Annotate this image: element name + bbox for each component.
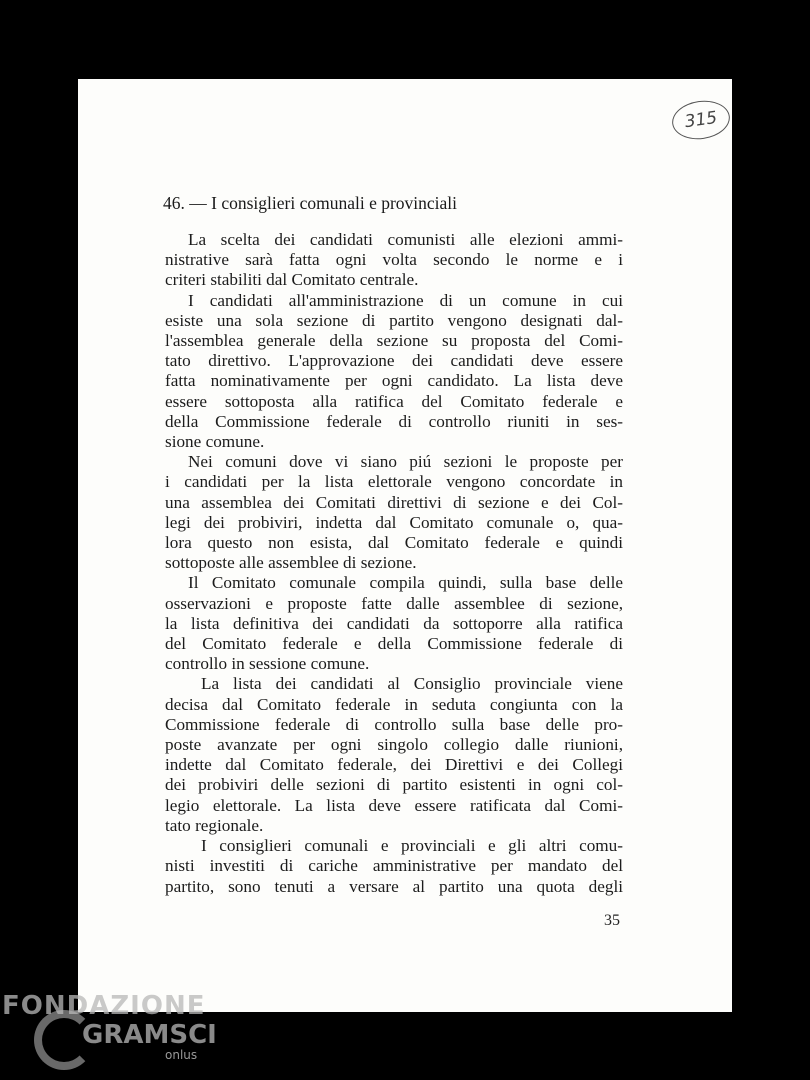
paragraph xyxy=(165,573,623,674)
text-line: Nei comuni dove vi siano piú sezioni le proposte per xyxy=(188,452,623,472)
text-line: indette dal Comitato federale, dei Direttivi e dei Collegi xyxy=(165,755,623,775)
watermark-logo xyxy=(2,988,217,1078)
paragraph xyxy=(165,674,623,836)
page-number: 35 xyxy=(604,912,620,929)
text-line: essere sottoposta alla ratifica del Comitato federale e xyxy=(165,391,623,411)
section-heading: 46. — I consiglieri comunali e provinciali xyxy=(163,193,458,213)
text-line: La scelta dei candidati comunisti alle elezioni ammi- xyxy=(188,230,623,249)
text-line: legio elettorale. La lista deve essere ratificata dal Comi- xyxy=(165,795,623,815)
text-line: poste avanzate per ogni singolo collegio dalle riunioni, xyxy=(165,735,623,755)
text-line: l'assemblea generale della sezione su proposta del Comi- xyxy=(165,331,623,351)
text-line: fatta nominativamente per ogni candidato. La lista deve xyxy=(165,371,623,391)
text-line: dei probiviri delle sezioni di partito esistenti in ogni col- xyxy=(165,775,623,795)
text-line: La lista dei candidati al Consiglio provinciale viene xyxy=(201,674,623,694)
watermark-line2: GRAMSCI xyxy=(82,1020,217,1050)
text-line: sione comune. xyxy=(165,432,265,452)
text-line: del Comitato federale e della Commissione federale di xyxy=(165,634,623,654)
text-line: I candidati all'amministrazione di un comune in cui xyxy=(188,290,623,310)
paragraph xyxy=(165,230,623,291)
body-text xyxy=(165,230,623,897)
text-line: Commissione federale di controllo sulla base delle pro- xyxy=(165,714,623,734)
text-line: tato regionale. xyxy=(165,815,264,835)
archive-stamp: 315 xyxy=(670,97,733,143)
text-line: decisa dal Comitato federale in seduta congiunta con la xyxy=(165,694,623,714)
text-line: della Commissione federale di controllo riuniti in ses- xyxy=(165,411,623,431)
text-line: nisti investiti di cariche amministrative per mandato del xyxy=(165,856,623,876)
text-line: una assemblea dei Comitati direttivi di sezione e dei Col- xyxy=(165,492,623,512)
watermark-line1: FONDAZIONE xyxy=(2,991,206,1021)
text-line: sottoposte alle assemblee di sezione. xyxy=(165,553,417,573)
text-line: tato direttivo. L'approvazione dei candidati deve essere xyxy=(165,351,623,371)
paragraph xyxy=(165,452,623,573)
text-line: nistrative sarà fatta ogni volta secondo le norme e i xyxy=(165,250,623,270)
text-line: osservazioni e proposte fatte dalle assemblee di sezione, xyxy=(165,593,623,613)
text-line: i candidati per la lista elettorale vengono concordate in xyxy=(165,472,623,492)
watermark-line3: onlus xyxy=(165,1048,198,1062)
text-line: la lista definitiva dei candidati da sottoporre alla ratifica xyxy=(165,613,623,633)
text-line: Il Comitato comunale compila quindi, sulla base delle xyxy=(188,573,623,593)
text-line: esiste una sola sezione di partito vengono designati dal- xyxy=(165,310,623,330)
paragraph xyxy=(165,291,623,453)
paragraph xyxy=(165,836,623,897)
text-line: criteri stabiliti dal Comitato centrale. xyxy=(165,270,419,290)
text-line: I consiglieri comunali e provinciali e gli altri comu- xyxy=(201,836,623,856)
text-line: lora questo non esista, dal Comitato federale e quindi xyxy=(165,533,623,553)
text-line: partito, sono tenuti a versare al partito una quota degli xyxy=(165,876,623,896)
text-line: controllo in sessione comune. xyxy=(165,654,370,674)
text-line: legi dei probiviri, indetta dal Comitato comunale o, qua- xyxy=(165,512,623,532)
